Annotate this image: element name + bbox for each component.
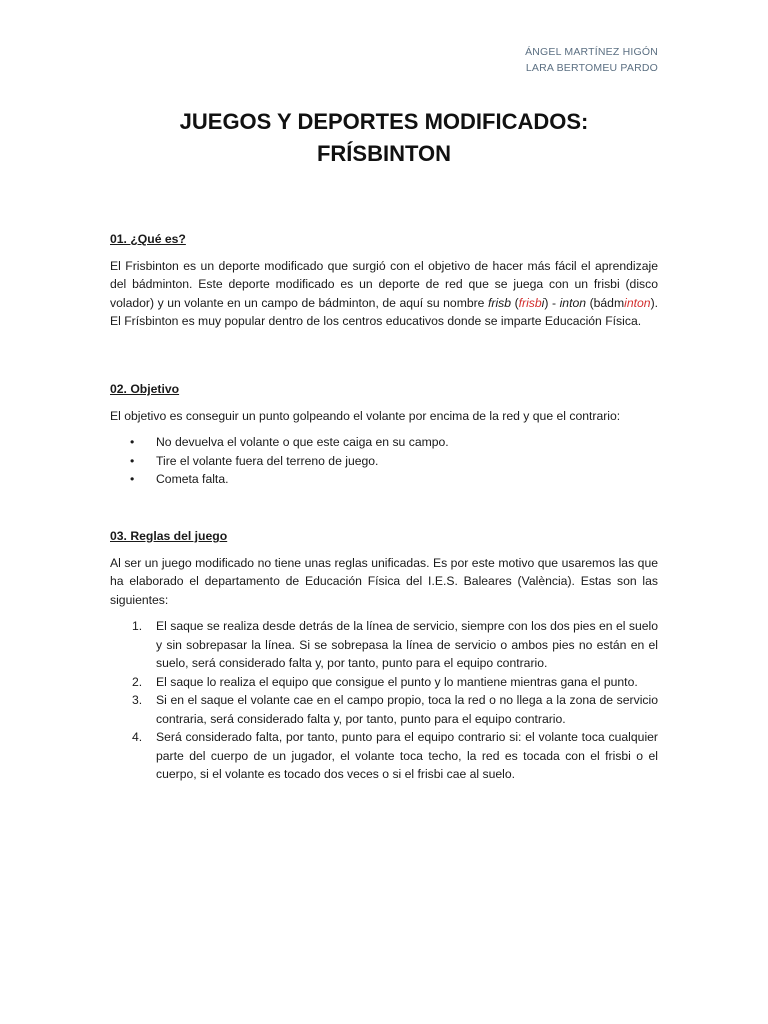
document-title [110, 106, 658, 170]
title-line-2: FRÍSBINTON [316, 141, 452, 166]
rule-number: 1. [132, 619, 143, 633]
paragraph-text: El Frisbinton es un deporte modificado que surgió con el objetivo de hacer más fácil el aprendizaje del bádminton. Este deporte modificado es un deporte de red que se juega con un frisbi (disco volador) y un volante en un campo de bádminton, de aquí su nombre [110, 258, 658, 310]
rule-number: 2. [132, 674, 143, 689]
rule-number: 3. [132, 693, 143, 707]
rule-item [110, 691, 658, 728]
section-paragraph [110, 257, 658, 331]
author-2: LARA BERTOMEU PARDO [525, 62, 658, 74]
rule-text: El saque lo realiza el equipo que consigue el punto y lo mantiene mientras gana el punto. [156, 674, 638, 689]
section-heading: 01. ¿Qué es? [110, 232, 186, 246]
rule-text: Será considerado falta, por tanto, punto para el equipo contrario si: el volante toca cualquier parte del cuerpo de un jugador, el volante toca techo, la red es tocada con el frisbi o el cuerpo, si el volante es tocado dos veces o si el frisbi cae al suelo. [156, 730, 658, 781]
section-intro: El objetivo es conseguir un punto golpeando el volante por encima de la red y que el contrario: [110, 408, 621, 423]
list-item: • Tire el volante fuera del terreno de juego. [110, 452, 658, 471]
rules-list [110, 617, 658, 784]
rule-number: 4. [132, 730, 143, 744]
objective-list [110, 433, 658, 489]
section-que-es [110, 230, 658, 331]
section-objetivo [110, 380, 658, 489]
paragraph-text: (bádm [586, 295, 625, 310]
authors-block [525, 44, 658, 76]
section-heading: 02. Objetivo [110, 382, 180, 396]
inton-word: inton [559, 295, 587, 310]
paragraph-text: ( [511, 295, 519, 310]
list-item: • Cometa falta. [110, 470, 658, 489]
rule-item [110, 617, 658, 673]
rule-text: Si en el saque el volante cae en el campo propio, toca la red o no llega a la zona de servicio contraria, será considerado falta y, por tanto, punto para el equipo contrario. [156, 693, 658, 726]
section-reglas [110, 527, 658, 784]
frisb-highlight: frisb [518, 295, 542, 310]
rule-item [110, 728, 658, 784]
rule-text: El saque se realiza desde detrás de la línea de servicio, siempre con los dos pies en el suelo y sin sobrepasar la línea. Si se sobrepasa la línea de servicio o ambos pies no están en el suelo, será considerado falta y, por tanto, punto para el equipo contrario. [156, 619, 658, 670]
author-1: ÁNGEL MARTÍNEZ HIGÓN [525, 46, 658, 58]
rule-item [110, 673, 658, 692]
title-line-1: JUEGOS Y DEPORTES MODIFICADOS: [179, 109, 589, 134]
section-heading: 03. Reglas del juego [110, 529, 228, 543]
section-intro: Al ser un juego modificado no tiene unas reglas unificadas. Es por este motivo que usaremos las que ha elaborado el departamento de Educación Física del I.E.S. Baleares (València). Estas son las siguientes: [110, 555, 658, 607]
frisb-word: frisb [488, 295, 512, 310]
inton-highlight: inton [624, 295, 651, 310]
paragraph-text: i [541, 295, 545, 310]
paragraph-text: ). El Frísbinton es muy popular dentro de los centros educativos donde se imparte Educación Física. [110, 295, 659, 328]
list-item: • No devuelva el volante o que este caiga en su campo. [110, 433, 658, 452]
paragraph-text: ) - [544, 295, 560, 310]
